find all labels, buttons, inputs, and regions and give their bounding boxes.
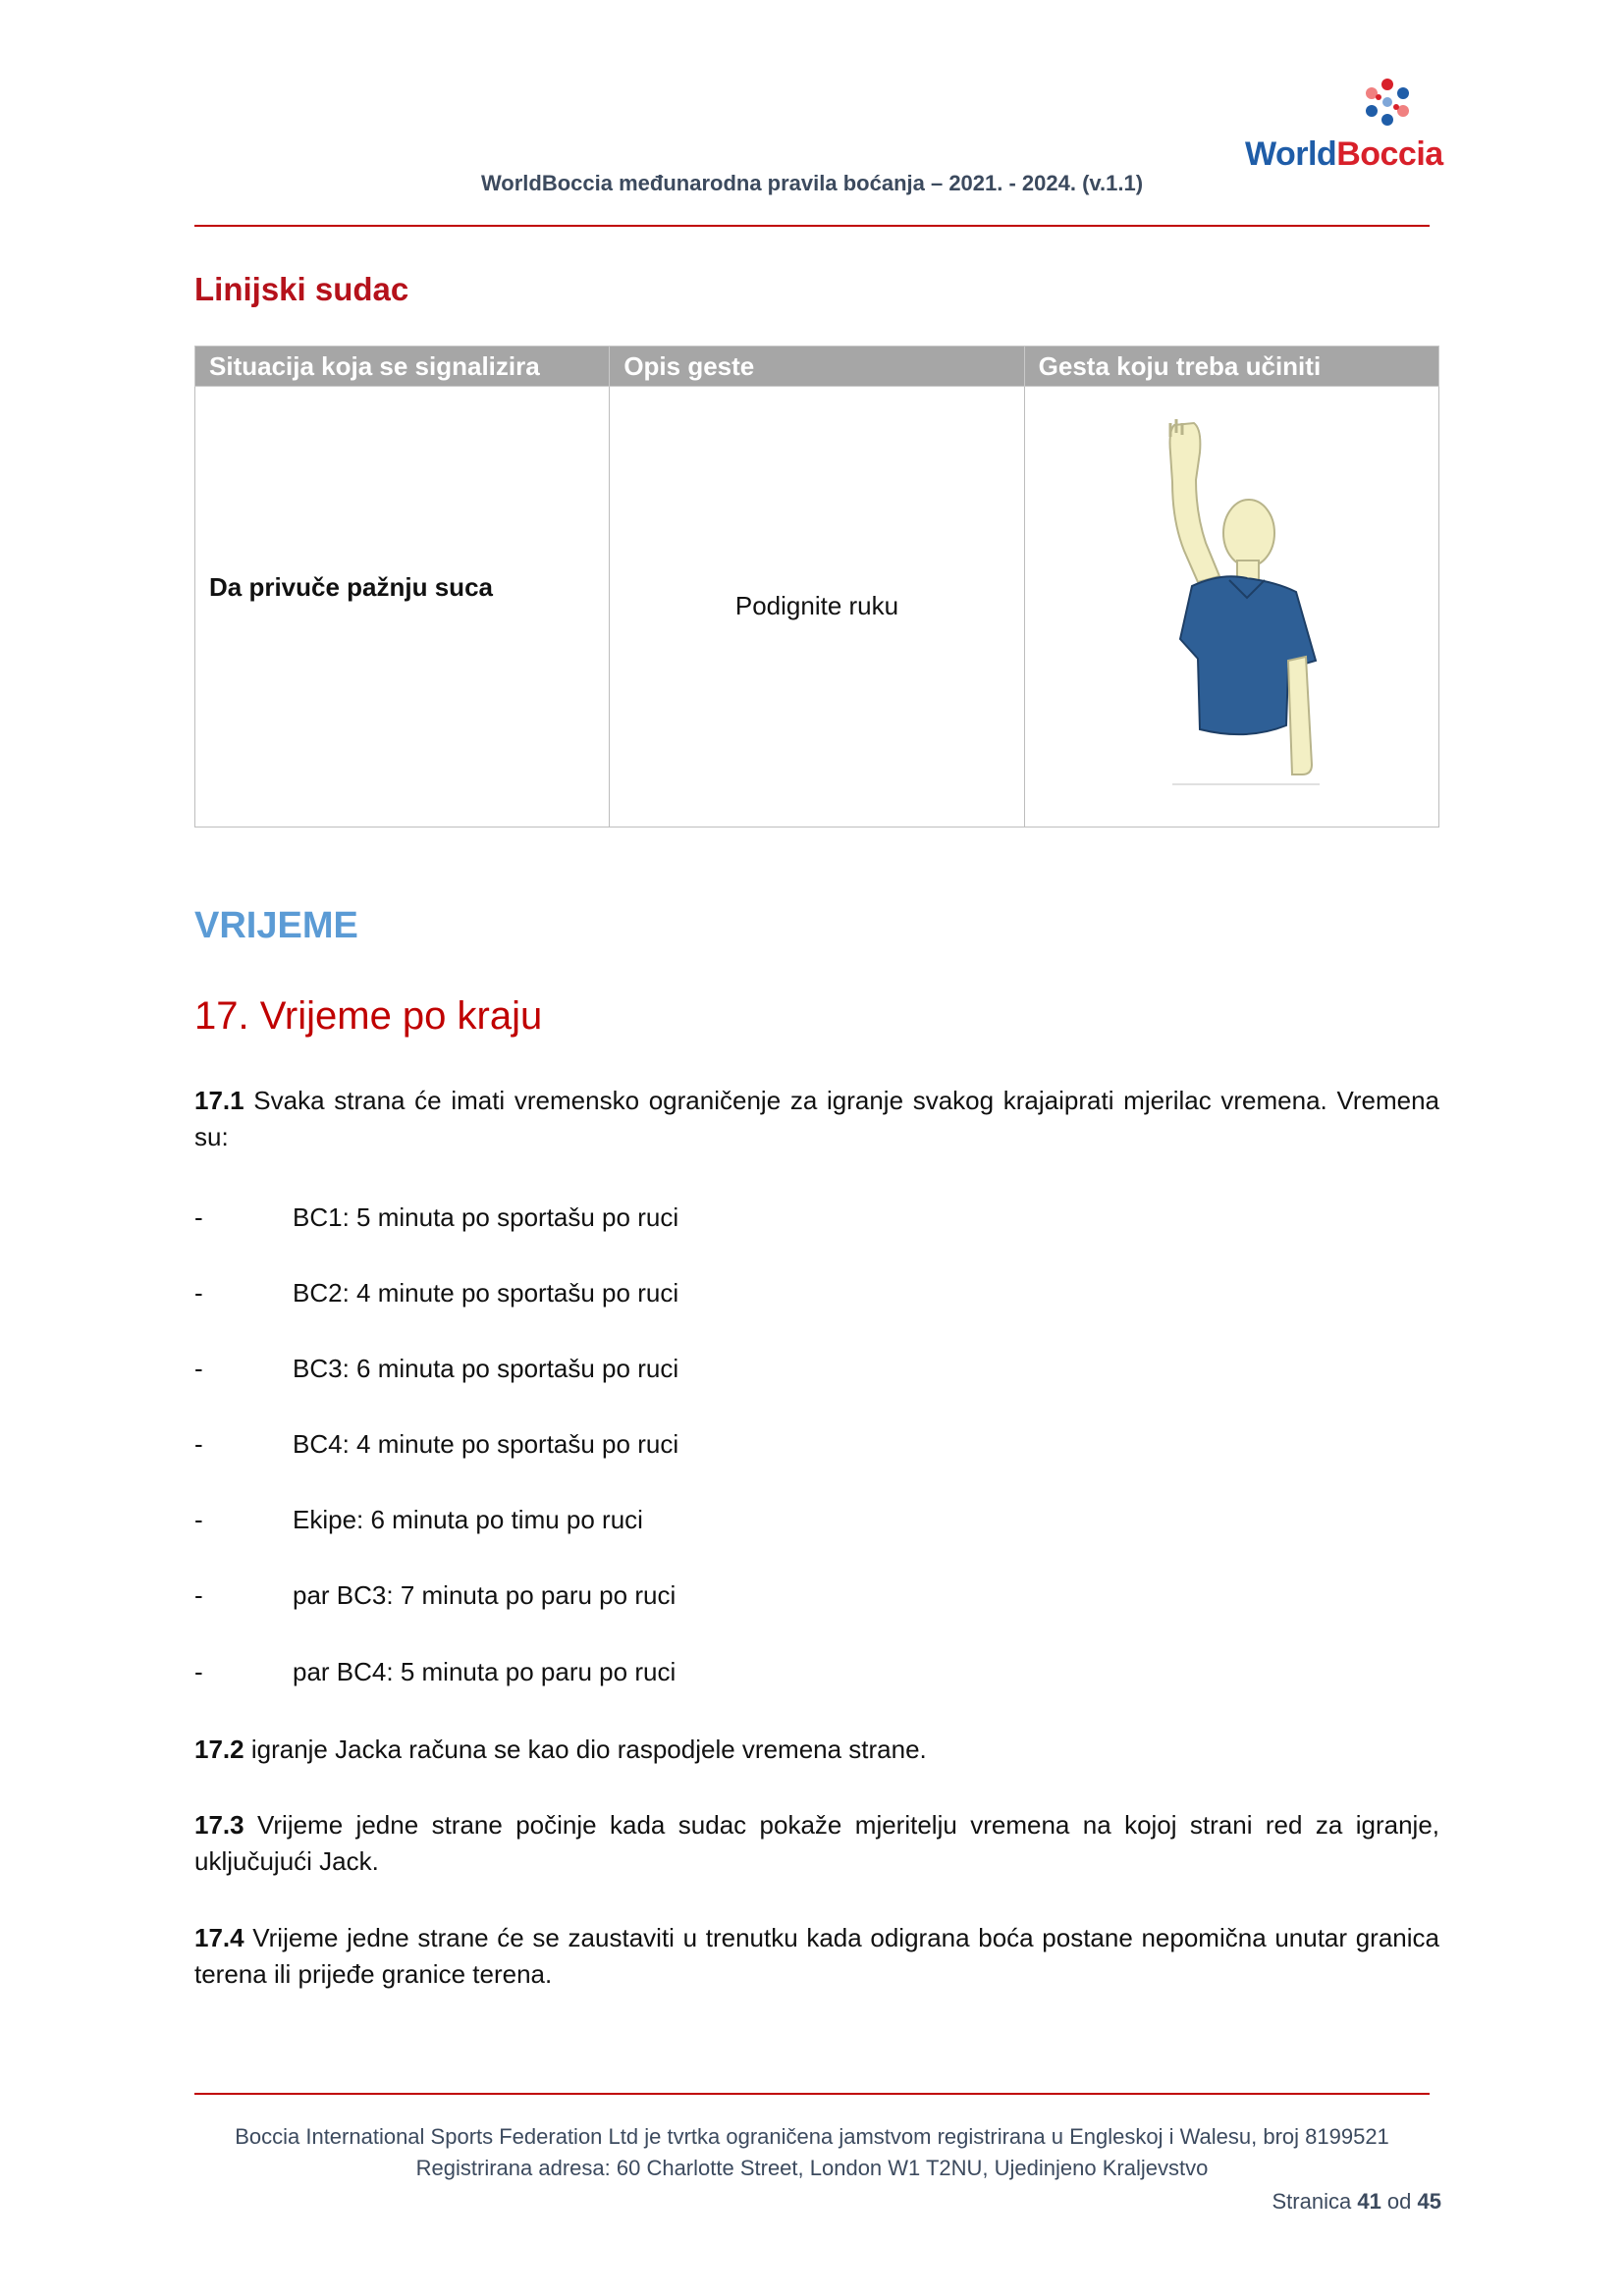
column-header-situation: Situacija koja se signalizira xyxy=(195,347,610,387)
list-item: - BC4: 4 minute po sportašu po ruci xyxy=(194,1429,679,1459)
list-item: - BC1: 5 minuta po sportašu po ruci xyxy=(194,1202,679,1232)
column-header-description: Opis geste xyxy=(610,347,1024,387)
list-item: - BC2: 4 minute po sportašu po ruci xyxy=(194,1278,679,1308)
paragraph-17-2: 17.2 igranje Jacka računa se kao dio raspodjele vremena strane. xyxy=(194,1735,927,1764)
paragraph-17-1: 17.1 Svaka strana će imati vremensko ograničenje za igranje svakog krajaiprati mjerilac vremena. Vremena su: xyxy=(194,1086,1439,1151)
document-header-title: WorldBoccia međunarodna pravila boćanja – 2021. - 2024. (v.1.1) xyxy=(480,171,1144,195)
list-item: - BC3: 6 minuta po sportašu po ruci xyxy=(194,1354,679,1383)
footer-company-info: Boccia International Sports Federation Ltd je tvrtka ograničena jamstvom registrirana u Engleskoj i Walesu, broj 8199521 xyxy=(235,2124,1389,2149)
figure-cell xyxy=(1024,387,1438,828)
header-divider xyxy=(194,225,1430,227)
page-number: Stranica 41 od 45 xyxy=(1272,2189,1441,2214)
footer-divider xyxy=(194,2093,1430,2095)
paragraph-17-3: 17.3 Vrijeme jedne strane počinje kada sudac pokaže mjeritelju vremena na kojoj strani red za igranje, uključujući Jack. xyxy=(194,1810,1439,1876)
paragraph-17-4: 17.4 Vrijeme jedne strane će se zaustaviti u trenutku kada odigrana boća postane nepomična unutar granica terena ili prijeđe granice terena. xyxy=(194,1923,1439,1989)
description-cell: Podignite ruku xyxy=(610,387,1024,828)
logo-star-icon xyxy=(1366,79,1409,126)
footer-address: Registrirana adresa: 60 Charlotte Street, London W1 T2NU, Ujedinjeno Kraljevstvo xyxy=(415,2156,1209,2180)
table-row xyxy=(195,387,1439,828)
list-item: - par BC3: 7 minuta po paru po ruci xyxy=(194,1580,677,1610)
table-header-row xyxy=(195,347,1439,387)
raised-hand-referee-icon xyxy=(1113,417,1349,790)
rule-title: 17. Vrijeme po kraju xyxy=(194,994,543,1038)
list-item: - Ekipe: 6 minuta po timu po ruci xyxy=(194,1505,643,1534)
section-heading: VRIJEME xyxy=(194,905,358,946)
gesture-table xyxy=(194,346,1439,828)
column-header-gesture: Gesta koju treba učiniti xyxy=(1024,347,1438,387)
list-item: - par BC4: 5 minuta po paru po ruci xyxy=(194,1657,677,1686)
subsection-heading: Linijski sudac xyxy=(194,271,409,307)
logo-wordmark: WorldBoccia xyxy=(1245,135,1443,173)
situation-cell: Da privuče pažnju suca xyxy=(195,387,610,828)
